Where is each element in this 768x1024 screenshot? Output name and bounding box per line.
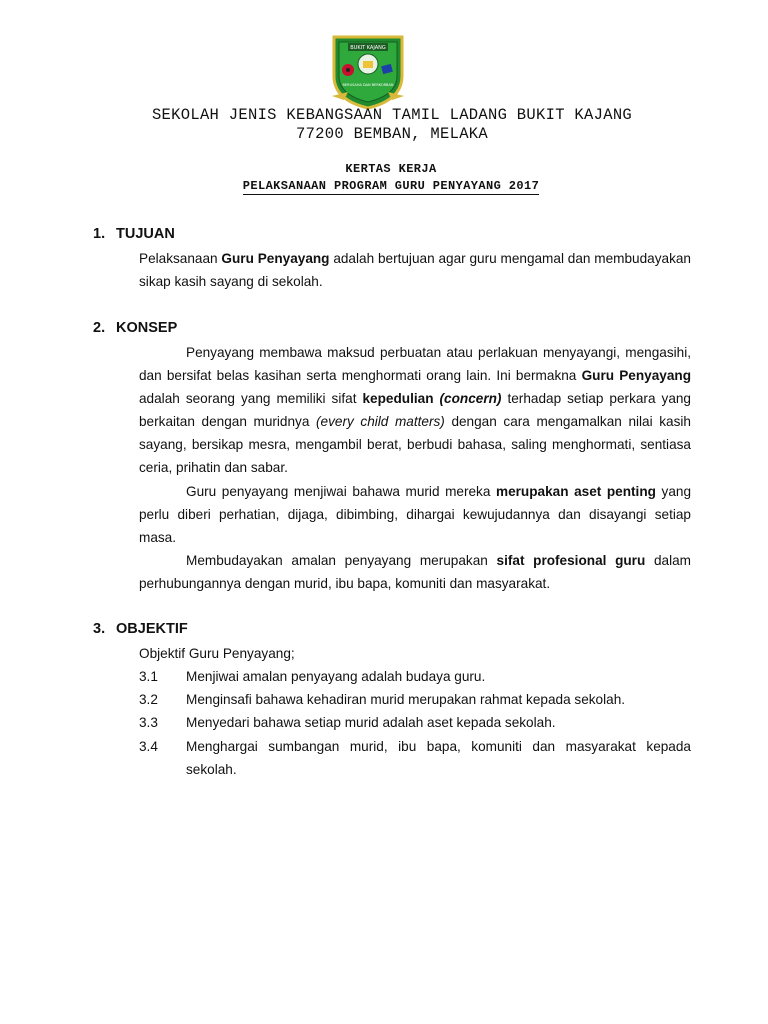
objective-number: 3.3 [139,715,158,730]
section-heading-tujuan [93,226,175,242]
objective-text: Menghargai sumbangan murid, ibu bapa, komuniti dan masyarakat kepada sekolah. [186,739,691,777]
logo-banner-text: BUKIT KAJANG [350,45,386,51]
section-title: OBJEKTIF [116,621,188,637]
school-address: 77200 BEMBAN, MELAKA [295,125,489,143]
section-title: TUJUAN [116,226,175,242]
bold-text: Guru Penyayang [221,251,330,266]
school-crest-logo [330,34,406,110]
school-name: SEKOLAH JENIS KEBANGSAAN TAMIL LADANG BUKIT KAJANG [151,106,633,124]
objective-text: Menjiwai amalan penyayang adalah budaya guru. [186,669,486,684]
italic-text: (every child matters) [316,414,445,429]
bold-text: kepedulian [362,391,440,406]
bold-text: Guru Penyayang [581,368,691,383]
text-run: adalah bertujuan agar guru mengamal dan membudayakan sikap kasih sayang di sekolah. [139,251,691,289]
text-run: Guru penyayang menjiwai bahawa murid mereka [186,484,496,499]
text-run: yang perlu diberi perhatian, dijaga, dibimbing, dihargai kewujudannya dan disayangi setiap masa. [139,484,692,545]
section-number: 3. [93,621,106,637]
objective-text: Menyedari bahawa setiap murid adalah aset kepada sekolah. [186,715,556,730]
konsep-paragraph-1 [139,341,691,479]
text-run: dengan cara mengamalkan nilai kasih sayang, bersikap mesra, mengambil berat, berbudi bahasa, saling menghormati, sentiasa ceria, prihatin dan sabar. [139,414,691,475]
bold-text: merupakan aset penting [495,484,656,499]
objective-number: 3.2 [139,692,158,707]
document-subtitle-text: PELAKSANAAN PROGRAM GURU PENYAYANG 2017 [242,179,540,193]
text-run: adalah seorang yang memiliki sifat [139,391,363,406]
logo-motto-text: BERUSAHA DAN BERKORBAN [342,83,394,87]
section-number: 1. [93,226,106,242]
tujuan-paragraph [139,247,691,293]
objective-text: Menginsafi bahawa kehadiran murid merupakan rahmat kepada sekolah. [186,692,626,707]
document-subtitle [0,179,768,194]
text-run: Penyayang membawa maksud perbuatan atau perlakuan menyayangi, mengasihi, dan bersifat belas kasihan serta menghormati orang lain. Ini bermakna [139,345,691,383]
section-heading-konsep [93,320,177,336]
bold-italic-text: (concern) [439,391,502,406]
text-run: terhadap setiap perkara yang berkaitan dengan muridnya [139,391,691,429]
section-heading-objektif [93,621,188,637]
section-title: KONSEP [116,320,178,336]
objective-number: 3.1 [139,669,158,684]
text-run: Membudayakan amalan penyayang merupakan [186,553,497,568]
document-title: KERTAS KERJA [345,162,437,176]
objective-number: 3.4 [139,739,158,754]
bold-text: sifat profesional guru [496,553,646,568]
objektif-intro: Objektif Guru Penyayang; [139,646,295,661]
section-number: 2. [93,320,106,336]
text-run: Pelaksanaan [139,251,222,266]
konsep-paragraph-3 [139,549,691,595]
text-run: dalam perhubungannya dengan murid, ibu bapa, komuniti dan masyarakat. [139,553,691,591]
konsep-paragraph-2 [139,480,691,549]
